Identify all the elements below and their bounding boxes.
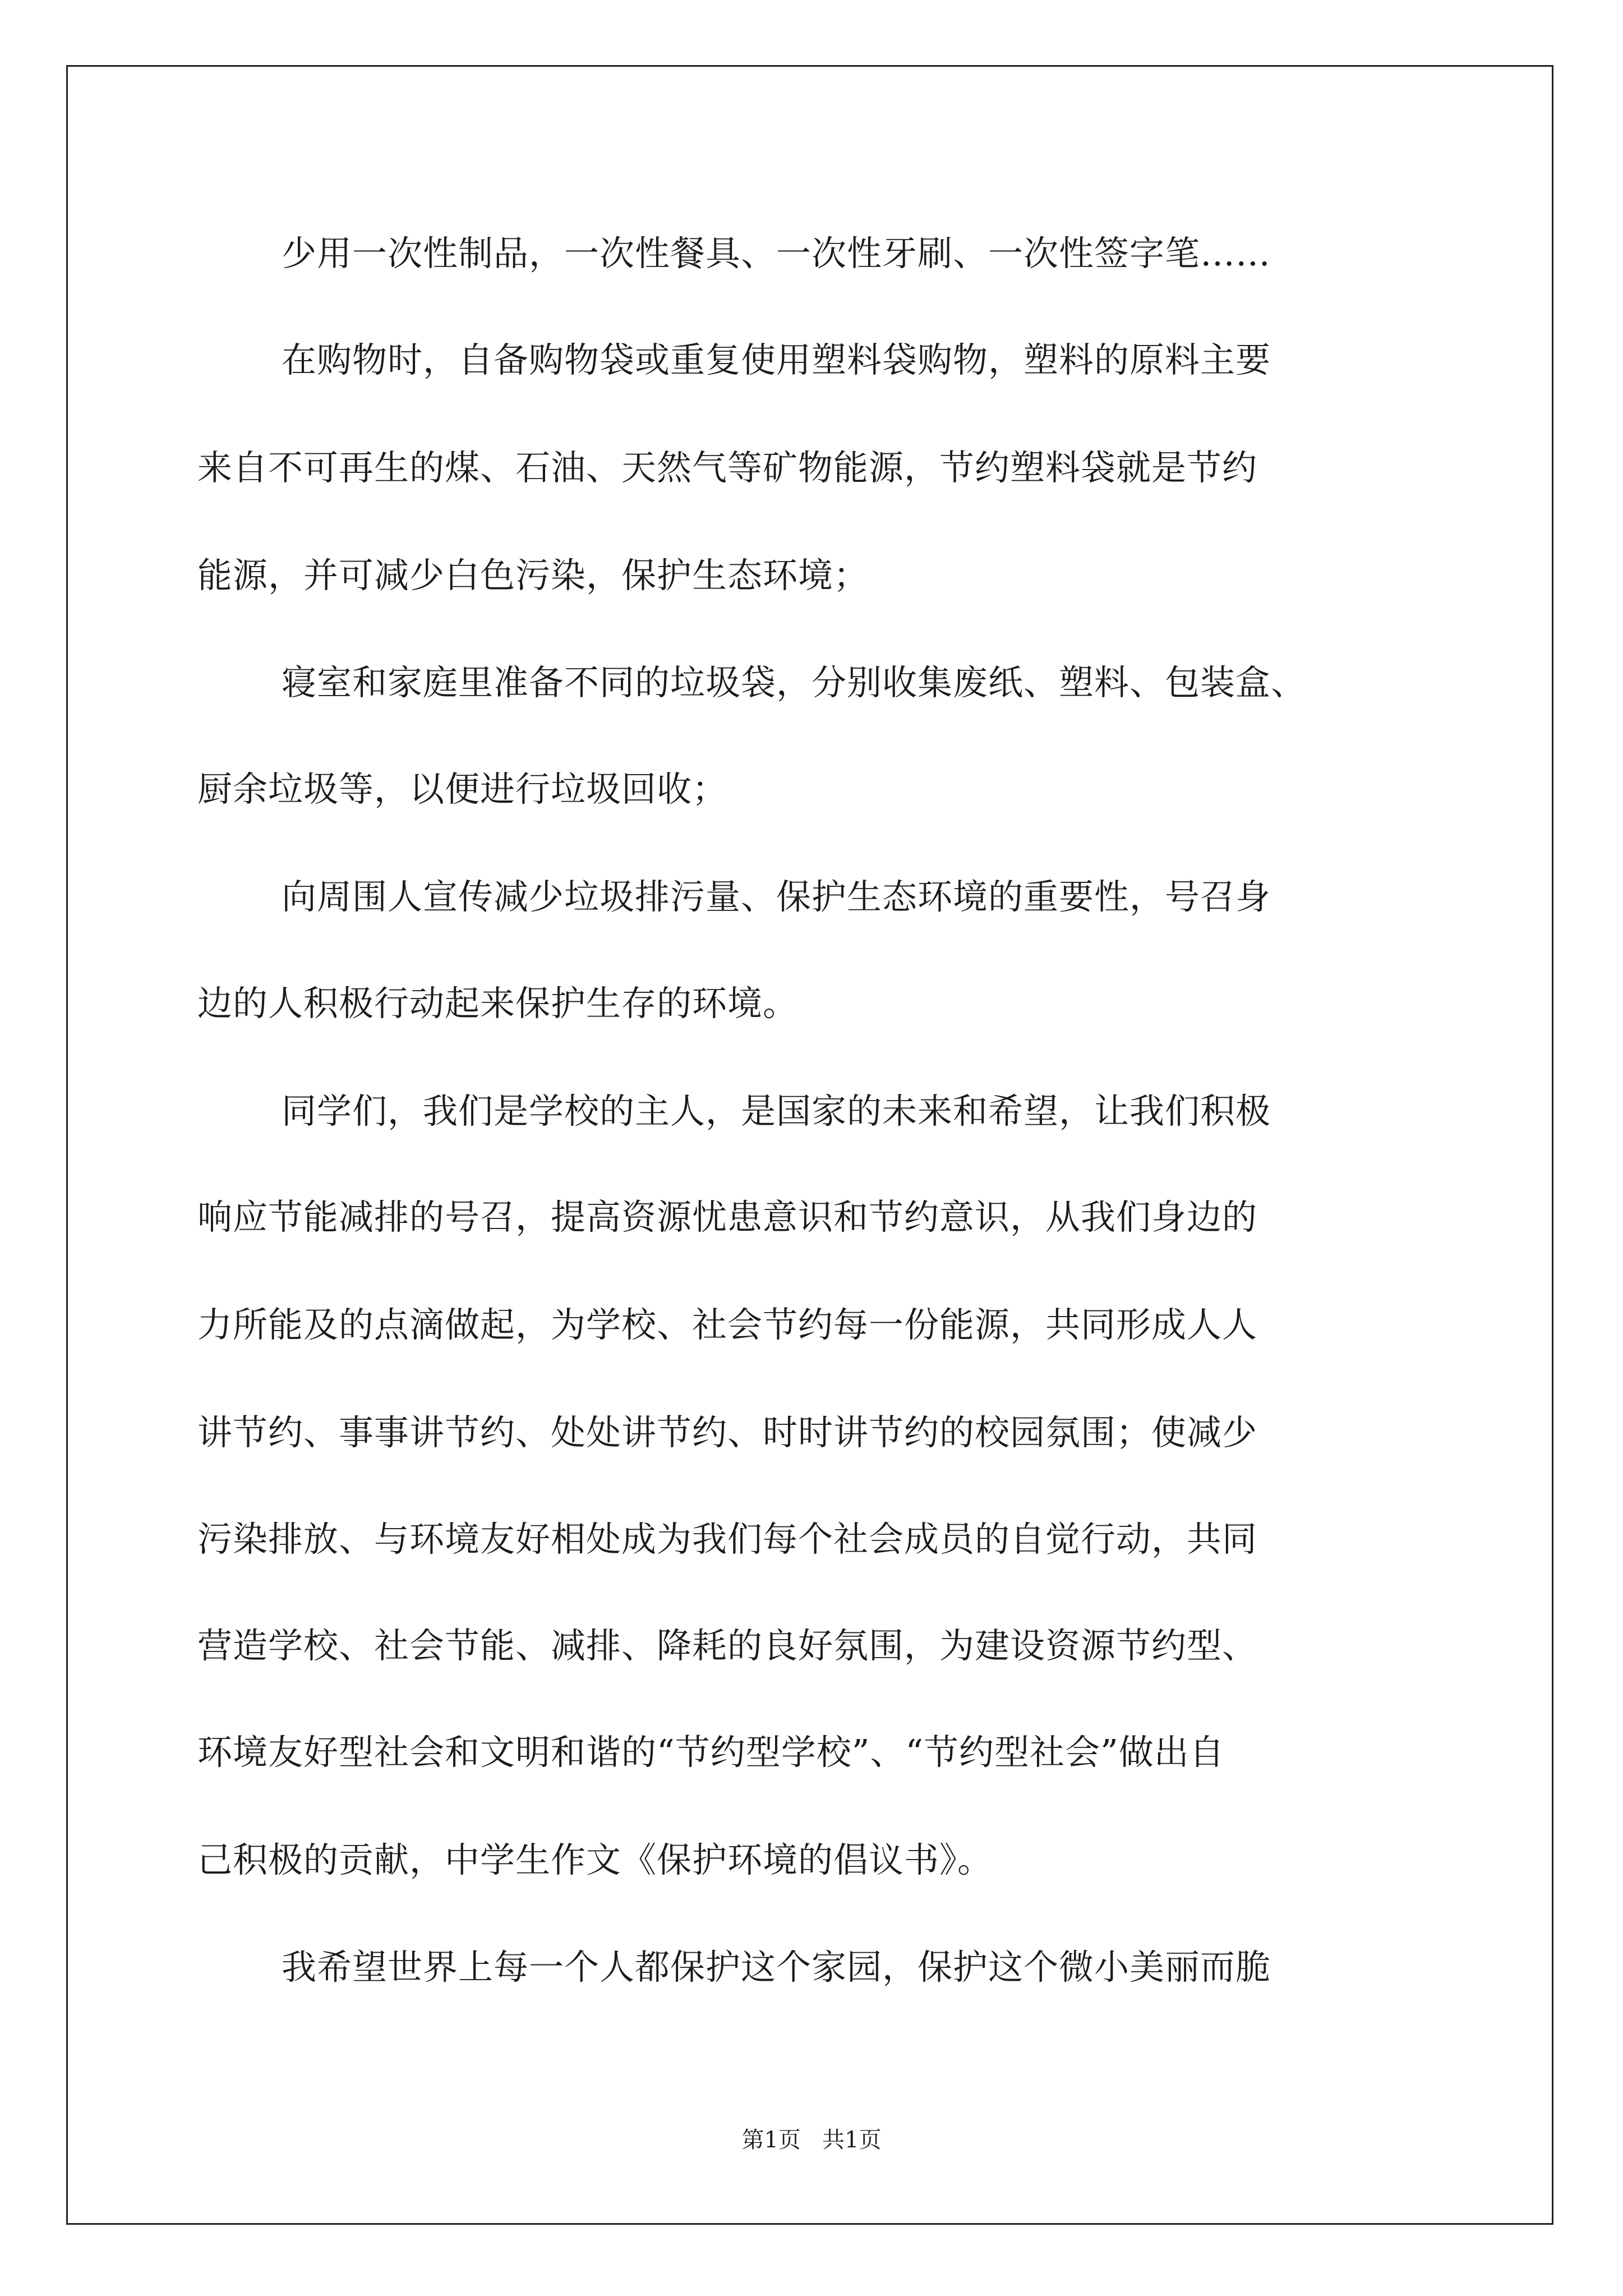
paragraph-line: 在购物时，自备购物袋或重复使用塑料袋购物，塑料的原料主要 [282, 339, 1271, 380]
paragraph-line: 同学们，我们是学校的主人，是国家的未来和希望，让我们积极 [282, 1091, 1271, 1131]
paragraph-line: 讲节约、事事讲节约、处处讲节约、时时讲节约的校园氛围；使减少 [197, 1412, 1258, 1453]
paragraph-line: 己积极的贡献，中学生作文《保护环境的倡议书》。 [197, 1839, 993, 1880]
paragraph-line: 污染排放、与环境友好相处成为我们每个社会成员的自觉行动，共同 [197, 1519, 1258, 1559]
paragraph-line: 寝室和家庭里准备不同的垃圾袋，分别收集废纸、塑料、包装盒、 [282, 662, 1307, 703]
paragraph-line: 能源，并可减少白色污染，保护生态环境； [197, 555, 869, 596]
paragraph-line: 我希望世界上每一个人都保护这个家园，保护这个微小美丽而脆 [282, 1947, 1271, 1987]
paragraph-line: 环境友好型社会和文明和谐的“节约型学校”、“节约型社会”做出自 [197, 1732, 1225, 1773]
paragraph-line: 来自不可再生的煤、石油、天然气等矿物能源，节约塑料袋就是节约 [197, 447, 1258, 488]
paragraph-line: 厨余垃圾等，以便进行垃圾回收； [197, 769, 728, 809]
page-footer: 第1页 共1页 [741, 2127, 882, 2153]
paragraph-line: 少用一次性制品，一次性餐具、一次性牙刷、一次性签字笔…… [282, 233, 1271, 274]
paragraph-line: 边的人积极行动起来保护生存的环境。 [197, 983, 799, 1024]
page-border [66, 65, 1553, 2225]
paragraph-line: 营造学校、社会节能、减排、降耗的良好氛围，为建设资源节约型、 [197, 1625, 1258, 1666]
paragraph-line: 力所能及的点滴做起，为学校、社会节约每一份能源，共同形成人人 [197, 1304, 1258, 1345]
paragraph-line: 向周围人宣传减少垃圾排污量、保护生态环境的重要性，号召身 [282, 876, 1271, 917]
paragraph-line: 响应节能减排的号召，提高资源忧患意识和节约意识，从我们身边的 [197, 1197, 1258, 1237]
